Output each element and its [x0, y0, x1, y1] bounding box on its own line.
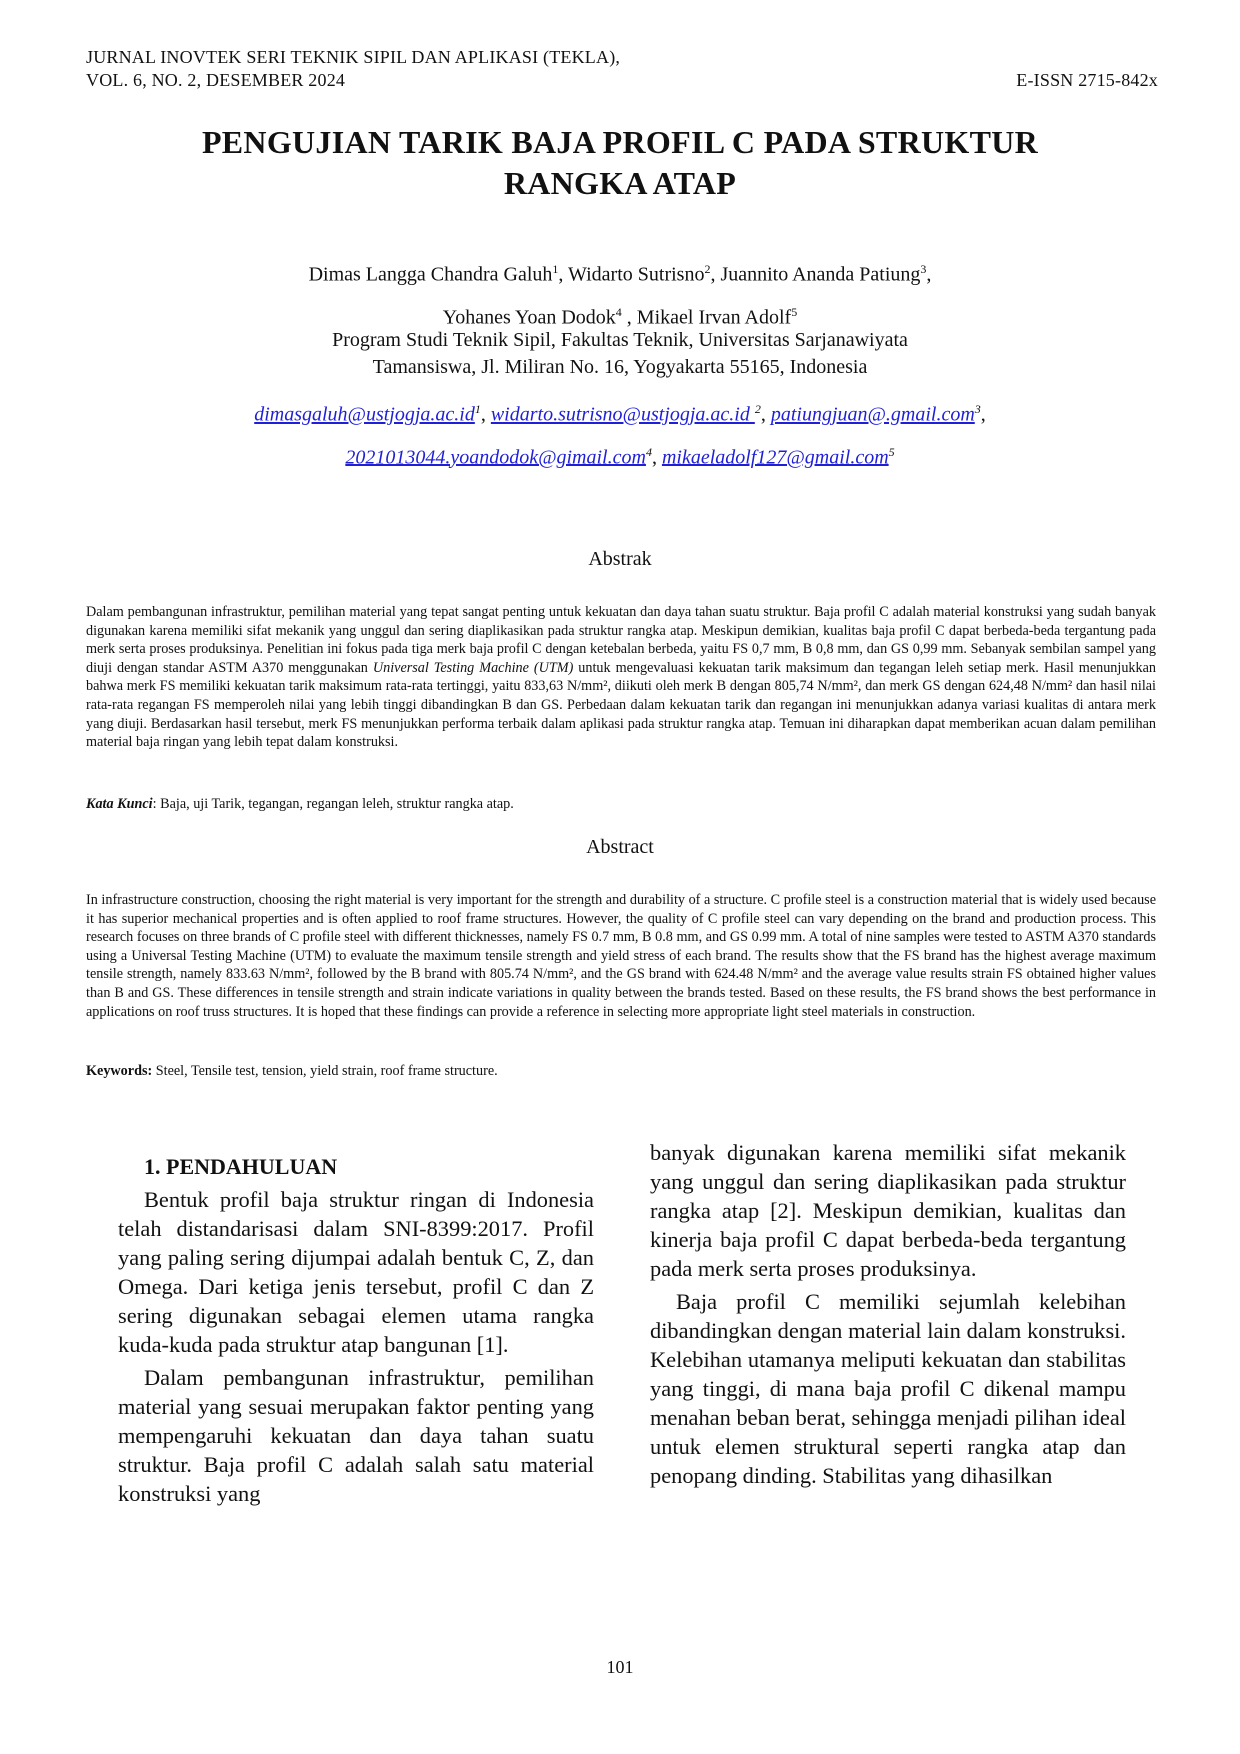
kata-kunci: Kata Kunci: Baja, uji Tarik, tegangan, regangan leleh, struktur rangka atap. [86, 796, 514, 812]
email-list: $dimasgaluh@ustjogja.ac.id^1$, widarto.sutrisno@ustjogja.ac.id $^2$, patiungjuan@.gmail.com$^3$, 2021013044.yoandodok@gimail.com$^4$, mikaeladolf127@gmail.com$^5$ [254, 402, 986, 469]
body-paragraph: banyak digunakan karena memiliki sifat mekanik yang unggul dan sering diaplikasikan pada struktur rangka atap [2]. Meskipun demikian, kualitas dan kinerja baja profil C dapat berbeda-beda tergantung pada merk serta proses produksinya. [650, 1140, 1126, 1281]
title-line-1: PENGUJIAN TARIK BAJA PROFIL C PADA STRUKTUR [201, 124, 1039, 160]
email-link[interactable]: widarto.sutrisno@ustjogja.ac.id [490, 403, 755, 426]
author-affil-mark: 3 [920, 262, 927, 276]
journal-volume: VOL. 6, NO. 2, DESEMBER 2024 [86, 70, 346, 90]
author-list: Dimas Langga Chandra Galuh$^1$, Widarto Sutrisno$^2$, Juannito Ananda Patiung$^3$, Yohanes Yoan Dodok$^4$ , Mikael Irvan Adolf$^5$ [308, 262, 932, 329]
journal-issn: E-ISSN 2715-842x [1016, 70, 1158, 90]
affiliation: Program Studi Teknik Sipil, Fakultas Teknik, Universitas Sarjanawiyata Tamansiswa, Jl. Miliran No. 16, Yogyakarta 55165, Indonesia [332, 329, 908, 378]
email-link[interactable]: 2021013044.yoandodok@gimail.com [345, 446, 646, 469]
paper-title [120, 122, 1120, 204]
abstrak-heading: Abstrak [588, 548, 652, 570]
keywords: Keywords: Steel, Tensile test, tension, yield strain, roof frame structure. [86, 1063, 498, 1079]
right-column [650, 1138, 1126, 1490]
author-affil-mark: 4 [615, 304, 622, 319]
abstract-heading: Abstract [586, 836, 654, 858]
author-affil-mark: 1 [552, 262, 559, 276]
title-line-2: RANGKA ATAP [503, 165, 737, 201]
author-name: Widarto Sutrisno [568, 263, 705, 286]
abstract-text: In infrastructure construction, choosing the right material is very important for the strength and durability of a structure. C profile steel is a construction material that is widely used because it has superior mechanical properties and is often applied to roof frame structures. However, the quality of C profile steel can vary depending on the brand and production process. This research focuses on three brands of C profile steel with different thicknesses, namely FS 0.7 mm, B 0.8 mm, and GS 0.99 mm. A total of nine samples were tested to ASTM A370 standards using a Universal Testing Machine (UTM) to evaluate the maximum tensile strength and yield stress of each brand. The results show that the FS brand has the highest average maximum tensile strength, namely 833.63 N/mm², followed by the B brand with 805.74 N/mm², and the GS brand with 624.48 N/mm² and the average value results strain FS obtained higher values than B and GS. These differences in tensile strength and strain indicate variations in quality between the brands tested. Based on these results, the FS brand shows the best performance in applications on roof truss structures. It is hoped that these findings can provide a reference in selecting more appropriate light steel materials in construction. [86, 892, 1156, 1020]
journal-name: JURNAL INOVTEK SERI TEKNIK SIPIL DAN APLIKASI (TEKLA), [86, 47, 621, 67]
body-paragraph: Dalam pembangunan infrastruktur, pemilihan material yang sesuai merupakan faktor penting yang mempengaruhi kekuatan dan daya tahan suatu struktur. Baja profil C adalah salah satu material konstruksi yang [118, 1365, 594, 1506]
author-affil-mark: 2 [704, 262, 711, 276]
section-heading: 1. PENDAHULUAN [144, 1154, 338, 1179]
abstrak-text: Dalam pembangunan infrastruktur, pemilihan material yang tepat sangat penting untuk kekuatan dan daya tahan suatu struktur. Baja profil C adalah material konstruksi yang sudah banyak digunakan karena memiliki sifat mekanik yang unggul dan sering diaplikasikan pada struktur rangka atap. Meskipun demikian, kualitas baja profil C dapat berbeda-beda tergantung pada merk serta proses produksinya. Penelitian ini fokus pada tiga merk baja profil C dengan ketebalan berbeda, yaitu FS 0,7 mm, B 0,8 mm, dan GS 0,99 mm. Sebanyak sembilan sampel yang diuji dengan standar ASTM A370 menggunakan Universal Testing Machine (UTM) untuk mengevaluasi kekuatan tarik maksimum dan tegangan leleh setiap merk. Hasil menunjukkan bahwa merk FS memiliki kekuatan tarik maksimum rata-rata tertinggi, yaitu 833,63 N/mm², diikuti oleh merk B dengan 805,74 N/mm², dan merk GS dengan 624,48 N/mm² dan hasil nilai rata-rata regangan FS memperoleh nilai yang lebih tinggi dibandingkan B dan GS. Perbedaan dalam kekuatan tarik dan regangan ini menunjukkan adanya variasi kualitas di antara merk yang diuji. Berdasarkan hasil tersebut, merk FS menunjukkan performa terbaik dalam aplikasi pada struktur rangka atap. Temuan ini diharapkan dapat memberikan acuan dalam pemilihan material baja ringan yang lebih tepat dalam konstruksi. [86, 604, 1157, 751]
email-link[interactable]: patiungjuan@.gmail.com [770, 403, 975, 426]
page-number: 101 [606, 1657, 634, 1677]
author-name: Juannito Ananda Patiung [720, 263, 921, 286]
author-name: Mikael Irvan Adolf [636, 306, 792, 329]
email-link[interactable]: mikaeladolf127@gmail.com [661, 446, 889, 469]
body-paragraph: Baja profil C memiliki sejumlah kelebihan dibandingkan dengan material lain dalam konstruksi. Kelebihan utamanya meliputi kekuatan dan stabilitas yang tinggi, di mana baja profil C dikenal mampu menahan beban berat, sehingga menjadi pilihan ideal untuk elemen struktural seperti rangka atap dan penopang dinding. Stabilitas yang dihasilkan [650, 1289, 1126, 1488]
left-column [118, 1152, 594, 1508]
email-link[interactable]: dimasgaluh@ustjogja.ac.id [254, 403, 475, 426]
body-paragraph: Bentuk profil baja struktur ringan di Indonesia telah distandarisasi dalam SNI-8399:2017. Profil yang paling sering dijumpai adalah bentuk C, Z, dan Omega. Dari ketiga jenis tersebut, profil C dan Z sering digunakan sebagai elemen utama rangka kuda-kuda pada struktur atap bangunan [1]. [118, 1187, 594, 1357]
journal-header [86, 46, 1158, 92]
author-name: Dimas Langga Chandra Galuh [308, 263, 553, 286]
author-name: Yohanes Yoan Dodok [442, 306, 616, 329]
author-affil-mark: 5 [791, 304, 798, 319]
